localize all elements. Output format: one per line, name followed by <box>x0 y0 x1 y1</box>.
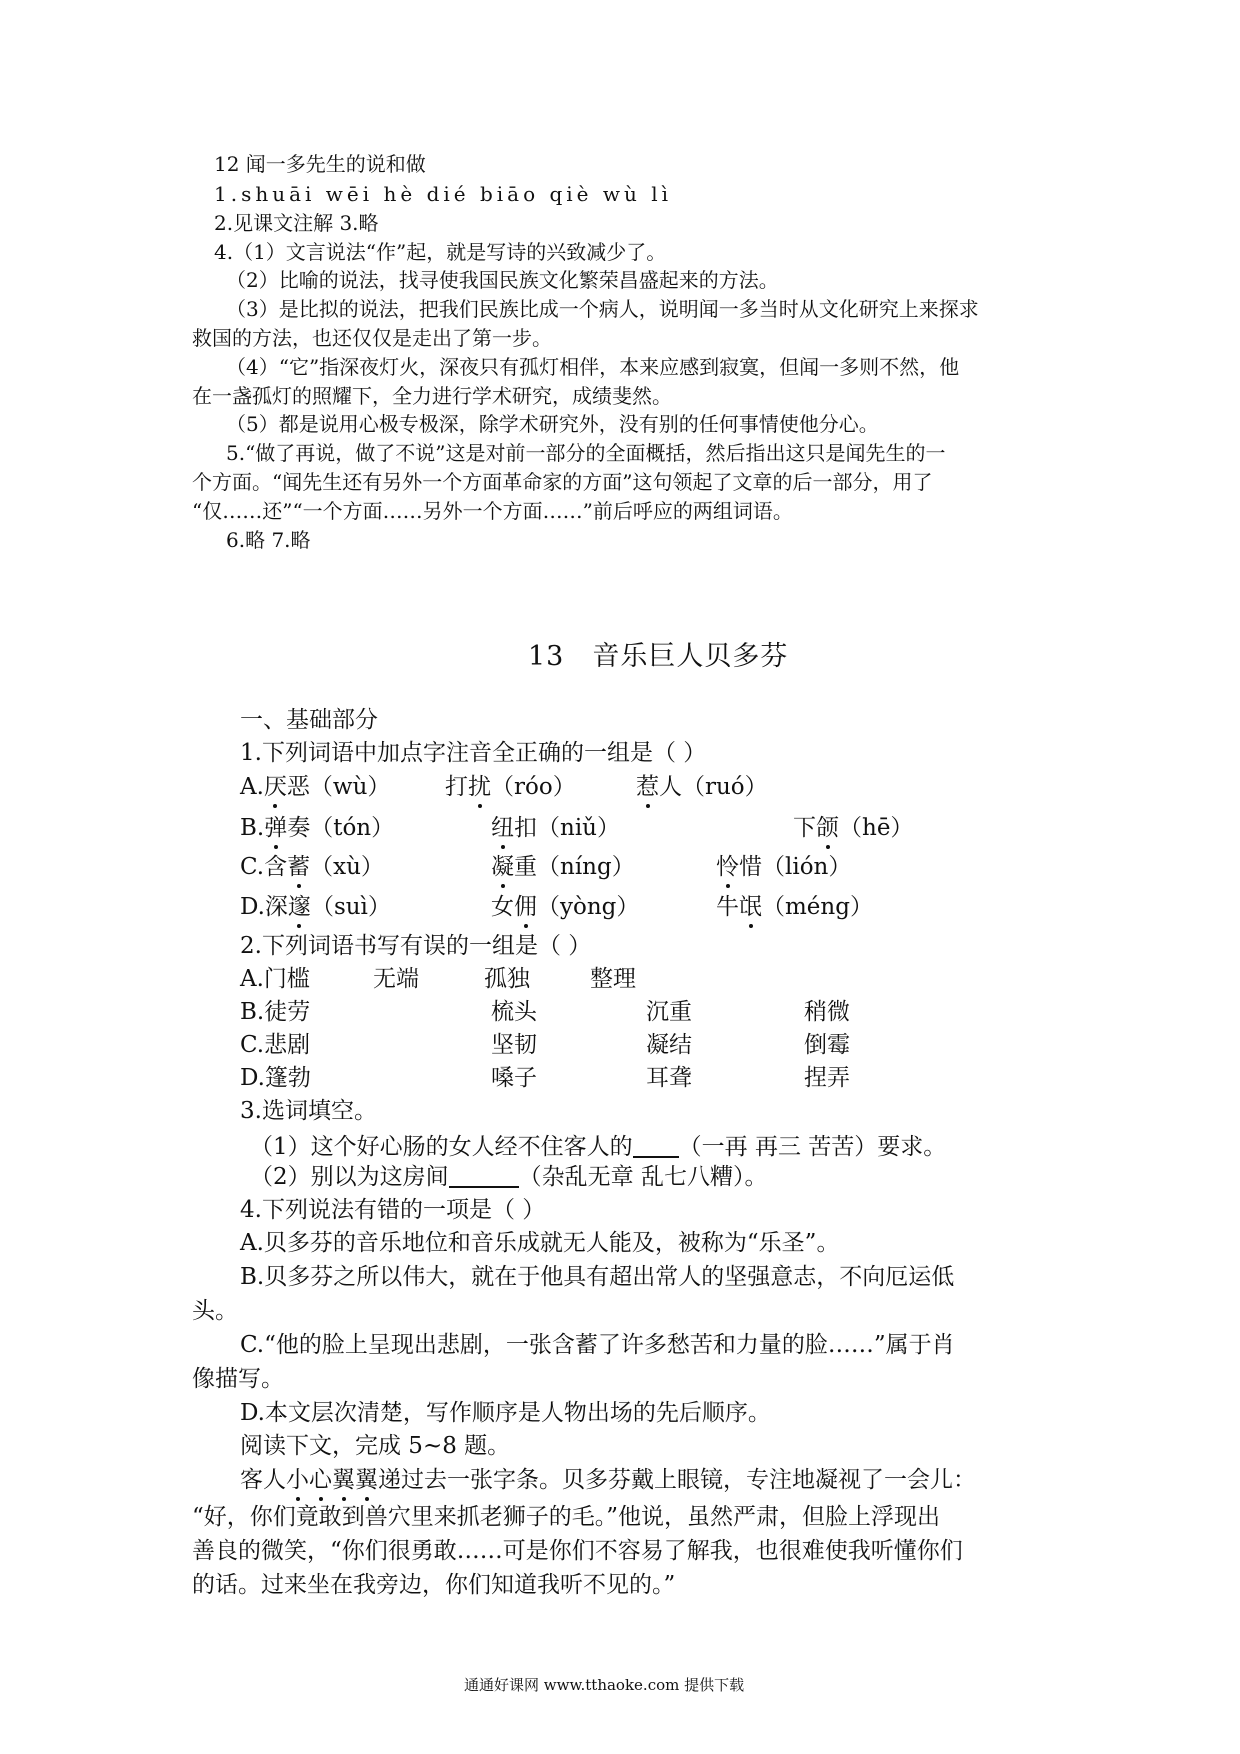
q3-blank-2[interactable] <box>449 1164 519 1188</box>
q3-blank-1[interactable] <box>633 1134 679 1158</box>
q4-option-a: A.贝多芬的音乐地位和音乐成就无人能及，被称为“乐圣”。 <box>240 1230 840 1256</box>
answer-1: 1.shuāi wēi hè dié biāo qiè wù lì <box>214 182 673 206</box>
q1-option-d-word2: 女佣（yòng） <box>491 894 640 920</box>
question-3: 3.选词填空。 <box>240 1098 377 1124</box>
passage-line-2: “好，你们竟敢到兽穴里来抓老狮子的毛。”他说，虽然严肃，但脸上浮现出 <box>192 1504 941 1530</box>
q2-d-2: 嗓子 <box>491 1065 537 1091</box>
question-1: 1.下列词语中加点字注音全正确的一组是（ ） <box>240 740 707 766</box>
passage-line-3: 善良的微笑，“你们很勇敢……可是你们不容易了解我，也很难使我听懂你们 <box>192 1538 963 1564</box>
q3-item-1: （1）这个好心肠的女人经不住客人的 （一再 再三 苦苦）要求。 <box>250 1134 947 1160</box>
q1-option-d: D.深邃（suì） <box>240 894 391 920</box>
passage-line-4: 的话。过来坐在我旁边，你们知道我听不见的。” <box>192 1572 676 1598</box>
q2-c-3: 凝结 <box>646 1032 692 1058</box>
q1-option-a: A.厌恶（wù） <box>240 774 391 800</box>
q2-d-3: 耳聋 <box>646 1065 692 1091</box>
answer-6-7: 6.略 7.略 <box>226 528 311 552</box>
q2-a-3: 孤独 <box>484 966 530 992</box>
answer-5-line3: “仅……还”“一个方面……另外一个方面……”前后呼应的两组词语。 <box>192 499 793 523</box>
q1-option-b: B.弹奏（tón） <box>240 815 395 841</box>
q1-option-a-word3: 惹人（ruó） <box>636 774 768 800</box>
q1-option-c-word3: 怜惜（lión） <box>716 854 852 880</box>
section-13-title: 13 音乐巨人贝多芬 <box>528 641 789 672</box>
page-footer: 通通好课网 www.tthaoke.com 提供下载 <box>464 1676 745 1694</box>
answer-4-3-line1: （3）是比拟的说法，把我们民族比成一个病人，说明闻一多当时从文化研究上来探求 <box>226 297 979 321</box>
q2-d-1: D.篷勃 <box>240 1065 311 1091</box>
q2-a-4: 整理 <box>590 966 636 992</box>
answer-4-3-line2: 救国的方法，也还仅仅是走出了第一步。 <box>192 326 552 350</box>
q4-option-c-line1: C.“他的脸上呈现出悲剧，一张含蓄了许多愁苦和力量的脸……”属于肖 <box>240 1332 955 1358</box>
answer-5-line1: 5.“做了再说，做了不说”这是对前一部分的全面概括，然后指出这只是闻先生的一 <box>226 441 946 465</box>
question-4: 4.下列说法有错的一项是（ ） <box>240 1197 546 1223</box>
answer-4-4-line1: （4）“它”指深夜灯火，深夜只有孤灯相伴，本来应感到寂寞，但闻一多则不然，他 <box>226 355 960 379</box>
q2-b-4: 稍微 <box>804 999 850 1025</box>
q1-option-d-word3: 牛氓（méng） <box>716 894 873 920</box>
q3-item-2: （2）别以为这房间 （杂乱无章 乱七八糟）。 <box>250 1164 768 1190</box>
q2-c-2: 坚韧 <box>491 1032 537 1058</box>
q4-option-c-line2: 像描写。 <box>192 1366 284 1392</box>
passage-line-1: 客人小心翼翼递过去一张字条。贝多芬戴上眼镜，专注地凝视了一会儿： <box>240 1467 976 1493</box>
answer-5-line2: 个方面。“闻先生还有另外一个方面革命家的方面”这句领起了文章的后一部分，用了 <box>192 470 933 494</box>
q1-option-c: C.含蓄（xù） <box>240 854 384 880</box>
answer-4-4-line2: 在一盏孤灯的照耀下，全力进行学术研究，成绩斐然。 <box>192 384 672 408</box>
section-12-title: 12 闻一多先生的说和做 <box>214 152 426 176</box>
q4-option-b-line2: 头。 <box>192 1298 238 1324</box>
q1-option-a-word2: 打扰（róo） <box>445 774 576 800</box>
q1-option-b-word3: 下颌（hē） <box>793 815 914 841</box>
q2-b-3: 沉重 <box>646 999 692 1025</box>
answer-2-3: 2.见课文注解 3.略 <box>214 211 379 235</box>
q2-a-2: 无端 <box>373 966 419 992</box>
q2-b-1: B.徒劳 <box>240 999 311 1025</box>
answer-4-5: （5）都是说用心极专极深，除学术研究外，没有别的任何事情使他分心。 <box>226 412 879 436</box>
q2-b-2: 梳头 <box>491 999 537 1025</box>
question-2: 2.下列词语书写有误的一组是（ ） <box>240 933 592 959</box>
answer-4-1: 4.（1）文言说法“作”起，就是写诗的兴致减少了。 <box>214 240 667 264</box>
answer-4-2: （2）比喻的说法，找寻使我国民族文化繁荣昌盛起来的方法。 <box>226 268 779 292</box>
q1-option-b-word2: 纽扣（niǔ） <box>491 815 620 841</box>
part-heading: 一、基础部分 <box>240 707 378 733</box>
q4-option-d: D.本文层次清楚，写作顺序是人物出场的先后顺序。 <box>240 1400 771 1426</box>
q2-c-4: 倒霉 <box>804 1032 850 1058</box>
q2-c-1: C.悲剧 <box>240 1032 311 1058</box>
reading-instruction: 阅读下文，完成 5~8 题。 <box>240 1433 511 1459</box>
q1-option-c-word2: 凝重（níng） <box>491 854 635 880</box>
q2-d-4: 捏弄 <box>804 1065 850 1091</box>
q4-option-b-line1: B.贝多芬之所以伟大，就在于他具有超出常人的坚强意志，不向厄运低 <box>240 1264 955 1290</box>
q2-a-1: A.门槛 <box>240 966 310 992</box>
